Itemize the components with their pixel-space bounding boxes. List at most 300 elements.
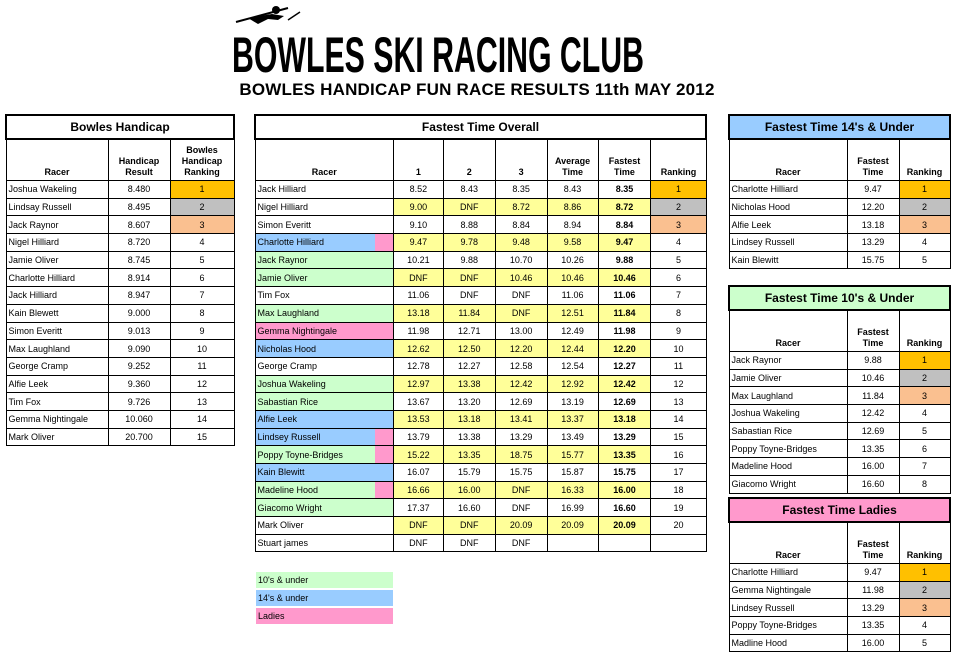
- fastest-time: 13.35: [847, 617, 899, 635]
- handicap-ranking: 14: [170, 410, 234, 428]
- page-title: BOWLES HANDICAP FUN RACE RESULTS 11th MAY 2012: [239, 80, 715, 99]
- time-r2: DNF: [443, 534, 495, 552]
- racer-name: Jamie Oliver: [255, 269, 393, 287]
- overall-ranking: 2: [651, 198, 706, 216]
- racer-name: Max Laughland: [729, 387, 847, 405]
- overall-ranking: 15: [651, 428, 706, 446]
- time-r1: 13.79: [393, 428, 443, 446]
- handicap-ranking: 13: [170, 393, 234, 411]
- handicap-ranking: 9: [170, 322, 234, 340]
- time-r1: 13.18: [393, 304, 443, 322]
- overall-ranking: 10: [651, 340, 706, 358]
- time-avg: 12.44: [547, 340, 598, 358]
- overall-ranking: 9: [651, 322, 706, 340]
- ranking: 3: [899, 599, 950, 617]
- time-avg: 16.99: [547, 499, 598, 517]
- table-row: [6, 393, 234, 411]
- fastest-time: 13.18: [847, 216, 899, 234]
- table-row: [729, 599, 950, 617]
- handicap-ranking: 4: [170, 234, 234, 252]
- fastest-time: 10.46: [598, 269, 651, 287]
- legend-under14: 14's & under: [256, 590, 393, 606]
- time-r3: 8.35: [495, 181, 547, 199]
- col-average-time: Average Time: [547, 139, 598, 181]
- time-r2: 9.78: [443, 234, 495, 252]
- time-r2: DNF: [443, 287, 495, 305]
- time-r3: 13.29: [495, 428, 547, 446]
- time-avg: 13.49: [547, 428, 598, 446]
- overall-ranking: 3: [651, 216, 706, 234]
- ranking: 1: [899, 352, 950, 370]
- time-avg: 12.49: [547, 322, 598, 340]
- table-row: [6, 410, 234, 428]
- racer-name: Charlotte Hilliard: [6, 269, 108, 287]
- time-r3: 13.41: [495, 410, 547, 428]
- table-row: [6, 198, 234, 216]
- time-r3: DNF: [495, 304, 547, 322]
- fastest-time: 16.60: [598, 499, 651, 517]
- handicap-ranking: 12: [170, 375, 234, 393]
- time-avg: 8.86: [547, 198, 598, 216]
- fastest-time: 15.75: [598, 464, 651, 482]
- time-avg: 15.77: [547, 446, 598, 464]
- table-row: [6, 216, 234, 234]
- time-avg: 10.26: [547, 251, 598, 269]
- time-r2: DNF: [443, 198, 495, 216]
- table-row: [729, 198, 950, 216]
- ladies-marker: [375, 234, 393, 251]
- fastest-time: 12.42: [598, 375, 651, 393]
- time-avg: [547, 534, 598, 552]
- racer-name: Poppy Toyne-Bridges: [729, 440, 847, 458]
- time-r3: 12.20: [495, 340, 547, 358]
- racer-name: Kain Blewett: [6, 304, 108, 322]
- table-row: [6, 269, 234, 287]
- table-row: [729, 634, 950, 652]
- col-racer: Racer: [729, 522, 847, 564]
- racer-name: Lindsey Russell: [729, 234, 847, 252]
- handicap-ranking: 6: [170, 269, 234, 287]
- under14-table: [728, 114, 951, 269]
- time-r1: 12.62: [393, 340, 443, 358]
- table-row: [729, 475, 950, 493]
- table-row: [6, 340, 234, 358]
- handicap-ranking: 1: [170, 181, 234, 199]
- time-r1: 10.21: [393, 251, 443, 269]
- overall-ranking: 14: [651, 410, 706, 428]
- handicap-result: 8.947: [108, 287, 170, 305]
- handicap-result: 8.914: [108, 269, 170, 287]
- table-row: [729, 352, 950, 370]
- fastest-time: 11.84: [847, 387, 899, 405]
- racer-name: Jack Raynor: [729, 352, 847, 370]
- ladies-title: Fastest Time Ladies: [729, 498, 950, 522]
- racer-name: Sabastian Rice: [729, 422, 847, 440]
- table-row: [729, 216, 950, 234]
- time-avg: 20.09: [547, 517, 598, 535]
- time-r1: DNF: [393, 269, 443, 287]
- time-r1: 11.06: [393, 287, 443, 305]
- fastest-time: 13.29: [847, 599, 899, 617]
- time-avg: 10.46: [547, 269, 598, 287]
- racer-name: Stuart james: [255, 534, 393, 552]
- overall-table: [254, 114, 707, 552]
- logo-text: BOWLES SKI RACING CLUB: [232, 27, 644, 83]
- overall-ranking: 11: [651, 357, 706, 375]
- fastest-time: 11.84: [598, 304, 651, 322]
- racer-name: Jamie Oliver: [6, 251, 108, 269]
- handicap-result: 9.360: [108, 375, 170, 393]
- handicap-result: 9.090: [108, 340, 170, 358]
- racer-name: Nicholas Hood: [255, 340, 393, 358]
- col-fastest-time: Fastest Time: [847, 139, 899, 181]
- table-row: [729, 422, 950, 440]
- ranking: 5: [899, 634, 950, 652]
- racer-name: Charlotte Hilliard: [729, 564, 847, 582]
- time-r1: 15.22: [393, 446, 443, 464]
- table-row: [255, 216, 706, 234]
- racer-name: Mark Oliver: [255, 517, 393, 535]
- ranking: 1: [899, 564, 950, 582]
- col-ranking: Ranking: [899, 310, 950, 352]
- fastest-time: 12.20: [598, 340, 651, 358]
- table-row: [255, 357, 706, 375]
- ranking: 3: [899, 216, 950, 234]
- ranking: 7: [899, 458, 950, 476]
- table-row: [255, 340, 706, 358]
- time-avg: 11.06: [547, 287, 598, 305]
- time-avg: 8.43: [547, 181, 598, 199]
- ranking: 6: [899, 440, 950, 458]
- ranking: 2: [899, 369, 950, 387]
- racer-name: Joshua Wakeling: [6, 181, 108, 199]
- fastest-time: 11.98: [598, 322, 651, 340]
- table-row: [255, 534, 706, 552]
- handicap-title: Bowles Handicap: [6, 115, 234, 139]
- racer-name: Lindsey Russell: [729, 599, 847, 617]
- table-row: [6, 322, 234, 340]
- racer-name: Madeline Hood: [729, 458, 847, 476]
- racer-name: Gemma Nightingale: [255, 322, 393, 340]
- handicap-ranking: 7: [170, 287, 234, 305]
- racer-name: Poppy Toyne-Bridges: [255, 446, 393, 464]
- table-row: [255, 322, 706, 340]
- racer-name: Jack Raynor: [6, 216, 108, 234]
- racer-name: George Cramp: [255, 357, 393, 375]
- overall-ranking: 16: [651, 446, 706, 464]
- fastest-time: 12.42: [847, 405, 899, 423]
- overall-ranking: 13: [651, 393, 706, 411]
- overall-ranking: [651, 534, 706, 552]
- under14-title: Fastest Time 14's & Under: [729, 115, 950, 139]
- col-fastest-time: Fastest Time: [847, 522, 899, 564]
- table-row: [255, 428, 706, 446]
- table-row: [255, 481, 706, 499]
- handicap-result: 8.607: [108, 216, 170, 234]
- racer-name: Alfie Leek: [6, 375, 108, 393]
- handicap-ranking: 3: [170, 216, 234, 234]
- table-row: [255, 410, 706, 428]
- handicap-result: 9.000: [108, 304, 170, 322]
- time-r1: 8.52: [393, 181, 443, 199]
- time-avg: 8.94: [547, 216, 598, 234]
- handicap-result: 10.060: [108, 410, 170, 428]
- handicap-result: 20.700: [108, 428, 170, 446]
- table-row: [255, 198, 706, 216]
- table-row: [6, 304, 234, 322]
- racer-name: Alfie Leek: [729, 216, 847, 234]
- time-r3: 15.75: [495, 464, 547, 482]
- time-r3: DNF: [495, 534, 547, 552]
- fastest-time: 15.75: [847, 251, 899, 269]
- under10-table: [728, 285, 951, 494]
- time-r2: 11.84: [443, 304, 495, 322]
- fastest-time: 12.20: [847, 198, 899, 216]
- fastest-time: 9.47: [847, 181, 899, 199]
- fastest-time: 16.00: [847, 458, 899, 476]
- time-r1: 13.67: [393, 393, 443, 411]
- table-row: [255, 393, 706, 411]
- table-row: [729, 251, 950, 269]
- handicap-ranking: 5: [170, 251, 234, 269]
- overall-ranking: 17: [651, 464, 706, 482]
- racer-name: Max Laughland: [255, 304, 393, 322]
- time-r2: 12.50: [443, 340, 495, 358]
- overall-ranking: 20: [651, 517, 706, 535]
- table-row: [255, 181, 706, 199]
- racer-name: Tim Fox: [255, 287, 393, 305]
- fastest-time: 13.35: [847, 440, 899, 458]
- racer-name: Nigel Hilliard: [6, 234, 108, 252]
- time-r3: 20.09: [495, 517, 547, 535]
- fastest-time: 11.06: [598, 287, 651, 305]
- table-row: [255, 375, 706, 393]
- racer-name: Lindsey Russell: [255, 428, 393, 446]
- time-r3: DNF: [495, 481, 547, 499]
- fastest-time: 13.29: [598, 428, 651, 446]
- ranking: 2: [899, 581, 950, 599]
- racer-name: Jack Hilliard: [255, 181, 393, 199]
- fastest-time: 12.27: [598, 357, 651, 375]
- time-r1: 16.66: [393, 481, 443, 499]
- club-logo: [228, 2, 648, 83]
- time-avg: 15.87: [547, 464, 598, 482]
- fastest-time: 13.18: [598, 410, 651, 428]
- time-r3: DNF: [495, 287, 547, 305]
- col-handicap-result: Handicap Result: [108, 139, 170, 181]
- under10-title: Fastest Time 10's & Under: [729, 286, 950, 310]
- time-avg: 13.19: [547, 393, 598, 411]
- fastest-time: 16.00: [598, 481, 651, 499]
- col-ranking: Ranking: [899, 522, 950, 564]
- fastest-time: 8.72: [598, 198, 651, 216]
- fastest-time: 10.46: [847, 369, 899, 387]
- fastest-time: 12.69: [598, 393, 651, 411]
- time-r1: DNF: [393, 534, 443, 552]
- racer-name: Jack Hilliard: [6, 287, 108, 305]
- handicap-result: 8.480: [108, 181, 170, 199]
- overall-ranking: 19: [651, 499, 706, 517]
- table-row: [729, 440, 950, 458]
- fastest-time: 9.88: [598, 251, 651, 269]
- time-r2: 13.38: [443, 428, 495, 446]
- racer-name: Nigel Hilliard: [255, 198, 393, 216]
- racer-name: Jamie Oliver: [729, 369, 847, 387]
- col-ranking: Ranking: [651, 139, 706, 181]
- col-run-2: 2: [443, 139, 495, 181]
- table-row: [729, 458, 950, 476]
- table-row: [6, 375, 234, 393]
- handicap-result: 8.745: [108, 251, 170, 269]
- table-row: [255, 464, 706, 482]
- time-r2: 13.38: [443, 375, 495, 393]
- racer-name: Nicholas Hood: [729, 198, 847, 216]
- fastest-time: 13.29: [847, 234, 899, 252]
- time-r1: 9.00: [393, 198, 443, 216]
- racer-name: Gemma Nightingale: [6, 410, 108, 428]
- racer-name: Tim Fox: [6, 393, 108, 411]
- racer-name: Kain Blewitt: [255, 464, 393, 482]
- fastest-time: 8.84: [598, 216, 651, 234]
- time-r2: 8.88: [443, 216, 495, 234]
- racer-name: Lindsay Russell: [6, 198, 108, 216]
- time-r3: DNF: [495, 499, 547, 517]
- time-r3: 10.70: [495, 251, 547, 269]
- table-row: [255, 287, 706, 305]
- handicap-result: 9.252: [108, 357, 170, 375]
- ranking: 1: [899, 181, 950, 199]
- ranking: 4: [899, 405, 950, 423]
- col-run-3: 3: [495, 139, 547, 181]
- overall-title: Fastest Time Overall: [255, 115, 706, 139]
- racer-name: Gemma Nightingale: [729, 581, 847, 599]
- time-r2: 13.35: [443, 446, 495, 464]
- time-r2: 16.00: [443, 481, 495, 499]
- time-r2: DNF: [443, 517, 495, 535]
- racer-name: Simon Everitt: [6, 322, 108, 340]
- overall-ranking: 18: [651, 481, 706, 499]
- time-avg: 12.92: [547, 375, 598, 393]
- time-avg: 9.58: [547, 234, 598, 252]
- table-row: [729, 369, 950, 387]
- handicap-result: 8.720: [108, 234, 170, 252]
- handicap-result: 8.495: [108, 198, 170, 216]
- overall-ranking: 1: [651, 181, 706, 199]
- col-fastest-time: Fastest Time: [847, 310, 899, 352]
- time-r2: 9.88: [443, 251, 495, 269]
- fastest-time: 20.09: [598, 517, 651, 535]
- ranking: 2: [899, 198, 950, 216]
- fastest-time: 16.00: [847, 634, 899, 652]
- racer-name: Simon Everitt: [255, 216, 393, 234]
- time-r3: 12.58: [495, 357, 547, 375]
- racer-name: Giacomo Wright: [255, 499, 393, 517]
- table-row: [729, 581, 950, 599]
- time-r3: 10.46: [495, 269, 547, 287]
- time-r3: 8.84: [495, 216, 547, 234]
- time-r1: 13.53: [393, 410, 443, 428]
- fastest-time: 9.47: [598, 234, 651, 252]
- col-racer: Racer: [6, 139, 108, 181]
- racer-name: Joshua Wakeling: [255, 375, 393, 393]
- handicap-ranking: 8: [170, 304, 234, 322]
- fastest-time: 16.60: [847, 475, 899, 493]
- racer-name: Charlotte Hilliard: [729, 181, 847, 199]
- handicap-ranking: 10: [170, 340, 234, 358]
- time-r2: DNF: [443, 269, 495, 287]
- table-row: [255, 499, 706, 517]
- ranking: 8: [899, 475, 950, 493]
- table-row: [729, 405, 950, 423]
- table-row: [729, 234, 950, 252]
- col-racer: Racer: [729, 139, 847, 181]
- handicap-ranking: 11: [170, 357, 234, 375]
- time-r2: 13.18: [443, 410, 495, 428]
- table-row: [6, 287, 234, 305]
- time-r1: 9.10: [393, 216, 443, 234]
- handicap-ranking: 15: [170, 428, 234, 446]
- skier-icon: [236, 6, 300, 24]
- table-row: [255, 304, 706, 322]
- table-row: [255, 269, 706, 287]
- time-r2: 13.20: [443, 393, 495, 411]
- table-row: [729, 387, 950, 405]
- table-row: [255, 251, 706, 269]
- table-row: [255, 446, 706, 464]
- handicap-result: 9.013: [108, 322, 170, 340]
- time-r3: 12.42: [495, 375, 547, 393]
- overall-ranking: 8: [651, 304, 706, 322]
- table-row: [729, 617, 950, 635]
- time-r2: 8.43: [443, 181, 495, 199]
- fastest-time: 11.98: [847, 581, 899, 599]
- time-r3: 8.72: [495, 198, 547, 216]
- racer-name: Madline Hood: [729, 634, 847, 652]
- legend-under10: 10's & under: [256, 572, 393, 588]
- fastest-time: 9.47: [847, 564, 899, 582]
- ranking: 4: [899, 617, 950, 635]
- col-racer: Racer: [255, 139, 393, 181]
- ranking: 3: [899, 387, 950, 405]
- racer-name: George Cramp: [6, 357, 108, 375]
- handicap-table: [5, 114, 235, 446]
- time-r2: 16.60: [443, 499, 495, 517]
- fastest-time: 9.88: [847, 352, 899, 370]
- time-avg: 12.54: [547, 357, 598, 375]
- time-r1: 12.97: [393, 375, 443, 393]
- ranking: 5: [899, 251, 950, 269]
- handicap-ranking: 2: [170, 198, 234, 216]
- ladies-marker: [375, 446, 393, 463]
- racer-name: Jack Raynor: [255, 251, 393, 269]
- time-r3: 13.00: [495, 322, 547, 340]
- fastest-time: [598, 534, 651, 552]
- overall-ranking: 6: [651, 269, 706, 287]
- table-row: [6, 357, 234, 375]
- racer-name: Sabastian Rice: [255, 393, 393, 411]
- racer-name: Alfie Leek: [255, 410, 393, 428]
- fastest-time: 13.35: [598, 446, 651, 464]
- table-row: [255, 234, 706, 252]
- ladies-marker: [375, 482, 393, 499]
- racer-name: Madeline Hood: [255, 481, 393, 499]
- time-r2: 15.79: [443, 464, 495, 482]
- time-r1: 17.37: [393, 499, 443, 517]
- col-handicap-ranking: Bowles Handicap Ranking: [170, 139, 234, 181]
- table-row: [255, 517, 706, 535]
- time-r3: 9.48: [495, 234, 547, 252]
- col-ranking: Ranking: [899, 139, 950, 181]
